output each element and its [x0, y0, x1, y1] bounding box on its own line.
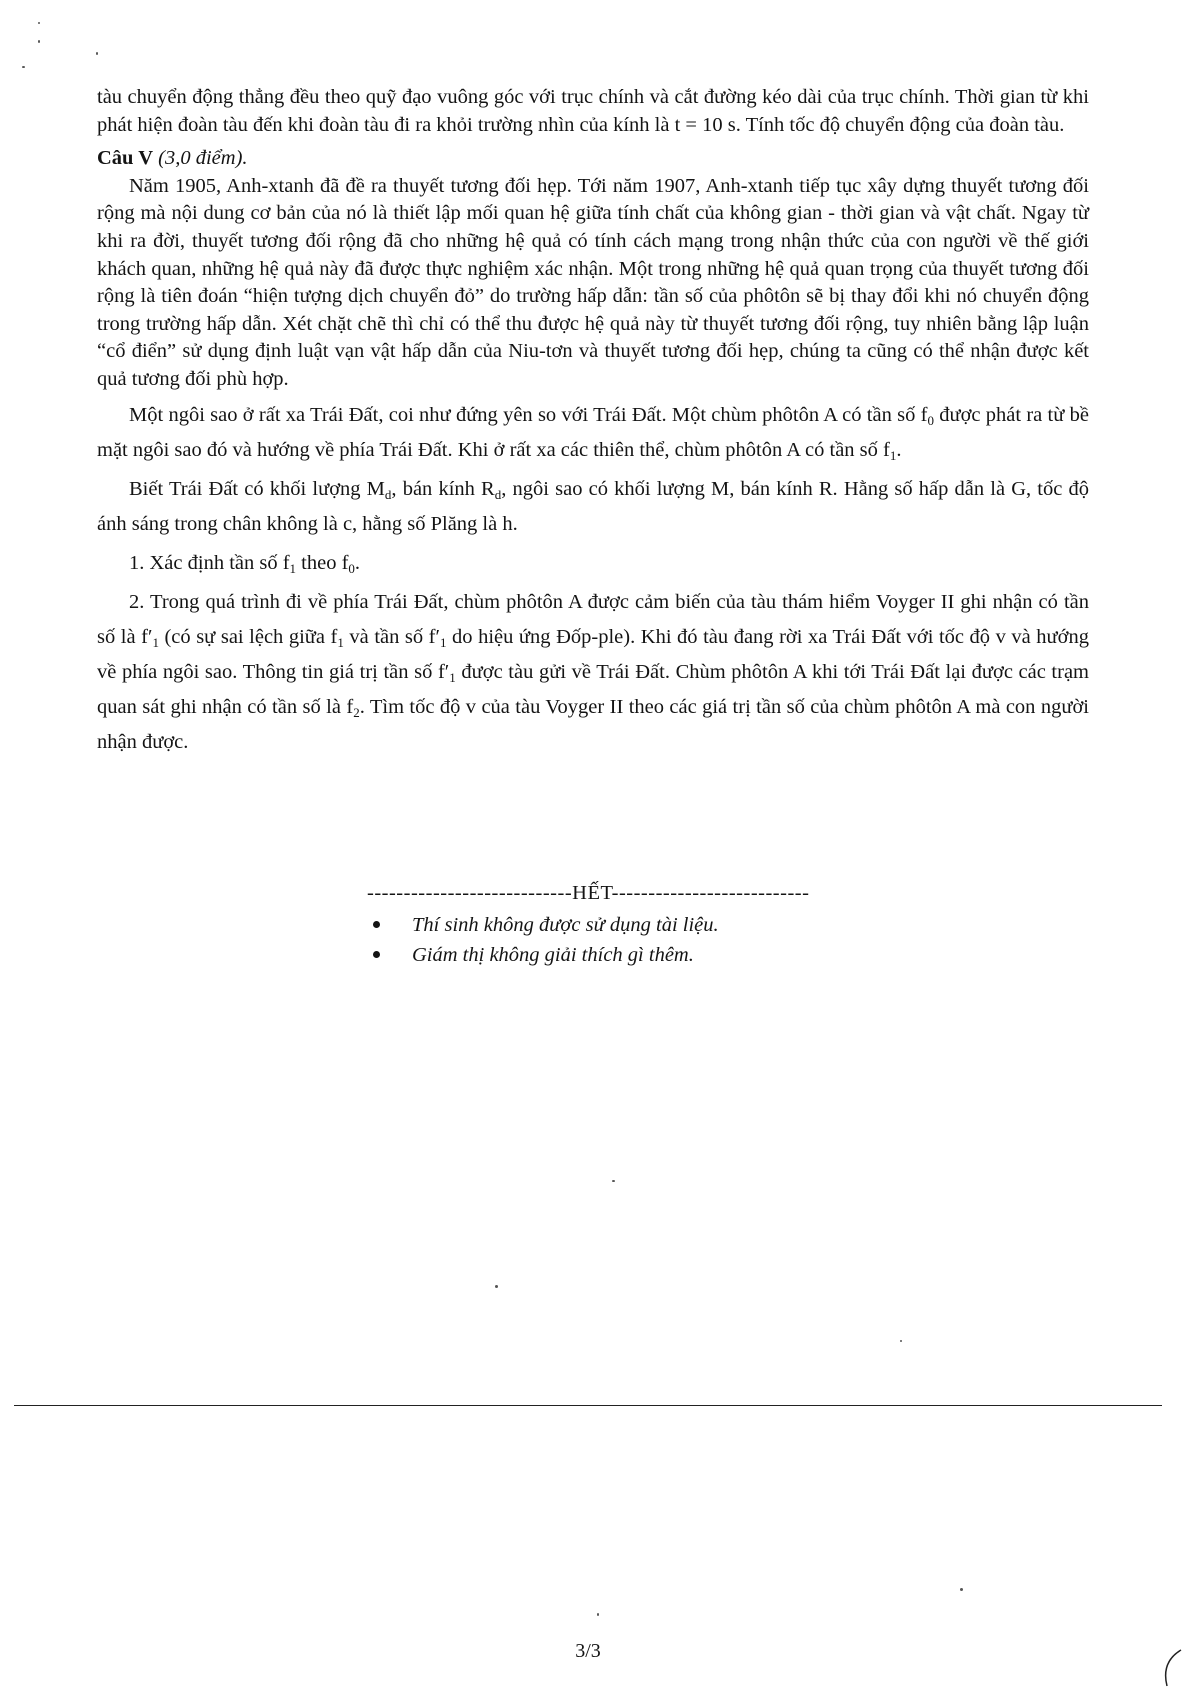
- exam-notes: [367, 910, 847, 970]
- corner-pen-mark: [1155, 1648, 1187, 1688]
- page-number: 3/3: [575, 1640, 601, 1662]
- scan-speck: [38, 40, 40, 43]
- note-item: Giám thị không giải thích gì thêm.: [367, 940, 847, 970]
- question-5-heading: [97, 145, 1089, 173]
- end-marker: ----------------------------HẾT---------------------------: [367, 882, 810, 904]
- question-5-part-1: 1. Xác định tần số $f_1$ theo $f_0$.: [129, 551, 361, 576]
- scan-speck: [22, 66, 25, 68]
- scan-speck: [495, 1285, 498, 1288]
- question-5-points: (3,0 điểm).: [158, 147, 248, 170]
- scan-speck: [38, 22, 40, 24]
- scan-speck: [960, 1588, 963, 1591]
- question-5-part-2: 2. Trong quá trình đi về phía Trái Đất, chùm phôtôn A được cảm biến của tàu thám hiểm Voyger II ghi nhận có tần số là $f'_1$ (có sự sai lệch giữa $f_1$ và tần số $f'_1$ do hiệu ứng Đốp-ple). Khi đó tàu đang rời xa Trái Đất với tốc độ v và hướng về phía ngôi sao. Thông tin giá trị tần số $f'_1$ được tàu gửi về Trái Đất. Chùm phôtôn A khi tới Trái Đất lại được các trạm quan sát ghi nhận có tần số là $f_2$. Tìm tốc độ v của tàu Voyger II theo các giá trị tần số của chùm phôtôn A mà con người nhận được.: [97, 590, 1089, 753]
- scan-speck: [612, 1180, 615, 1182]
- previous-question-continuation: tàu chuyển động thẳng đều theo quỹ đạo vuông góc với trục chính và cắt đường kéo dài của trục chính. Thời gian từ khi phát hiện đoàn tàu đến khi đoàn tàu đi ra khỏi trường nhìn của kính là t = 10 s. Tính tốc độ chuyển động của đoàn tàu.: [97, 86, 1089, 136]
- exam-text-body: [97, 84, 1089, 760]
- footer-divider: [14, 1405, 1162, 1406]
- question-5-star-description: Một ngôi sao ở rất xa Trái Đất, coi như đứng yên so với Trái Đất. Một chùm phôtôn A có tần số $f_0$ được phát ra từ bề mặt ngôi sao đó và hướng về phía Trái Đất. Khi ở rất xa các thiên thể, chùm phôtôn A có tần số $f_1$.: [97, 403, 1089, 463]
- question-5-given-constants: Biết Trái Đất có khối lượng $M_d$, bán kính $R_d$, ngôi sao có khối lượng M, bán kính R. Hằng số hấp dẫn là G, tốc độ ánh sáng trong chân không là c, hằng số Plăng là h.: [97, 477, 1090, 535]
- question-5-label: Câu V: [97, 147, 154, 170]
- end-of-exam-block: [367, 878, 847, 970]
- scan-speck: [96, 52, 98, 55]
- scan-speck: [900, 1340, 902, 1342]
- note-item: Thí sinh không được sử dụng tài liệu.: [367, 910, 847, 940]
- scan-speck: [597, 1613, 599, 1616]
- question-5-intro: Năm 1905, Anh-xtanh đã đề ra thuyết tương đối hẹp. Tới năm 1907, Anh-xtanh tiếp tục xây dựng thuyết tương đối rộng mà nội dung cơ bản của nó là thiết lập mối quan hệ giữa tính chất của không gian - thời gian và vật chất. Ngay từ khi ra đời, thuyết tương đối rộng đã cho những hệ quả có tính cách mạng trong nhận thức của con người về thế giới khách quan, những hệ quả này đã được thực nghiệm xác nhận. Một trong những hệ quả quan trọng của thuyết tương đối rộng là tiên đoán “hiện tượng dịch chuyển đỏ” do trường hấp dẫn: tần số của phôtôn sẽ bị thay đổi khi nó chuyển động trong trường hấp dẫn. Xét chặt chẽ thì chỉ có thể thu được hệ quả này từ thuyết tương đối rộng, tuy nhiên bằng lập luận “cổ điển” sử dụng định luật vạn vật hấp dẫn của Niu-tơn và thuyết tương đối hẹp, chúng ta cũng có thể nhận được kết quả tương đối phù hợp.: [97, 174, 1089, 390]
